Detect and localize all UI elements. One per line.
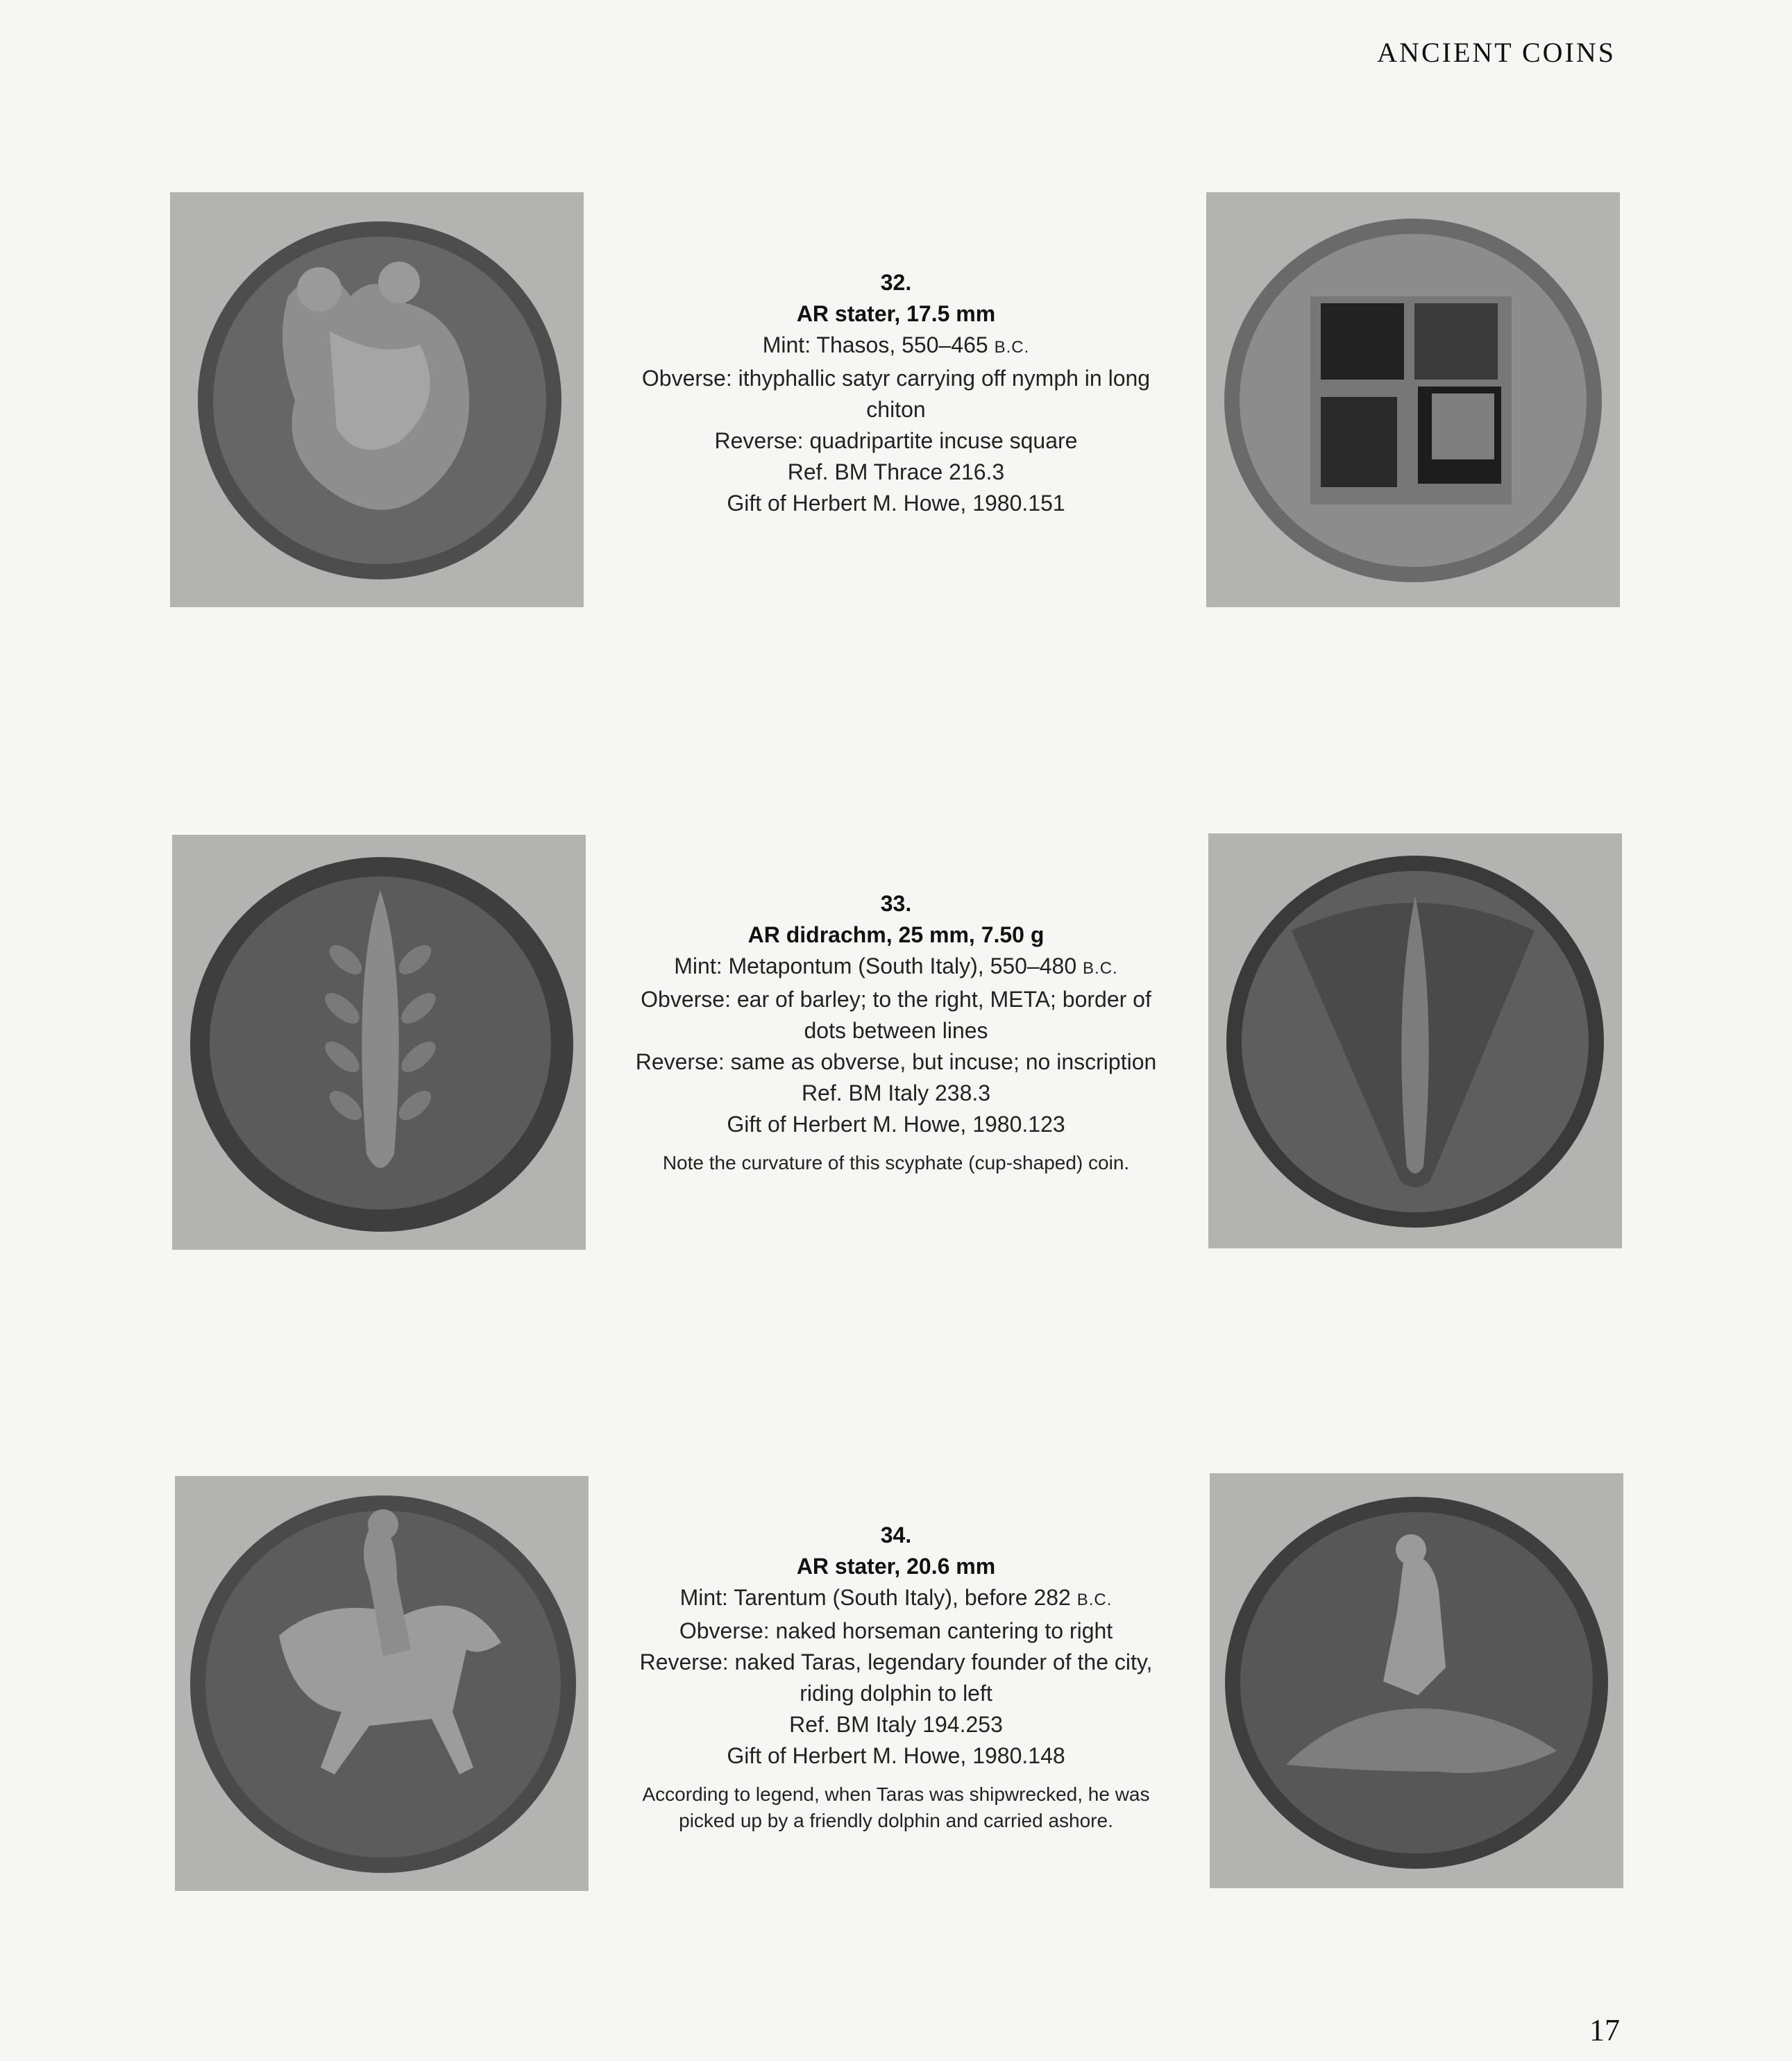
page-number: 17 — [1589, 2013, 1620, 2047]
entry-reverse: Reverse: quadripartite incuse square — [714, 428, 1078, 453]
coin-33-obverse-photo — [172, 835, 586, 1250]
entry-number: 33. — [880, 891, 912, 916]
entry-ref: Ref. BM Italy 194.253 — [789, 1712, 1003, 1737]
entry-obverse: Obverse: ear of barley; to the right, META; border of dots between lines — [641, 987, 1151, 1043]
era-label: B.C. — [1076, 1591, 1113, 1609]
entry-title: AR stater, 20.6 mm — [796, 1554, 996, 1579]
coin-34-obverse-photo — [175, 1476, 589, 1891]
entry-gift: Gift of Herbert M. Howe, 1980.151 — [727, 491, 1065, 516]
coin-34-reverse-photo — [1210, 1473, 1623, 1888]
entry-mint: Mint: Metapontum (South Italy), 550–480 — [674, 953, 1077, 978]
entry-reverse: Reverse: naked Taras, legendary founder of the city, riding dolphin to left — [639, 1649, 1153, 1706]
coin-entry-33 — [625, 888, 1167, 1176]
entry-reverse: Reverse: same as obverse, but incuse; no inscription — [635, 1049, 1157, 1074]
coin-entry-34 — [625, 1520, 1167, 1834]
entry-title: AR stater, 17.5 mm — [796, 301, 996, 326]
era-label: B.C. — [994, 338, 1030, 357]
entry-obverse: Obverse: ithyphallic satyr carrying off nymph in long chiton — [641, 366, 1151, 422]
entry-number: 32. — [880, 270, 912, 295]
entry-mint: Mint: Tarentum (South Italy), before 282 — [679, 1585, 1071, 1610]
entry-mint: Mint: Thasos, 550–465 — [762, 332, 988, 357]
entry-mint-line — [625, 1582, 1167, 1615]
entry-ref: Ref. BM Italy 238.3 — [801, 1080, 991, 1105]
entry-mint-line — [625, 330, 1167, 363]
entry-obverse: Obverse: naked horseman cantering to right — [679, 1618, 1113, 1643]
coin-33-reverse-photo — [1208, 833, 1622, 1248]
entry-note: According to legend, when Taras was shipwrecked, he was picked up by a friendly dolphin and carried ashore. — [642, 1783, 1150, 1831]
coin-32-obverse-photo — [170, 192, 584, 607]
entry-title: AR didrachm, 25 mm, 7.50 g — [747, 922, 1045, 947]
coin-entry-32 — [625, 267, 1167, 519]
entry-note: Note the curvature of this scyphate (cup-shaped) coin. — [662, 1152, 1130, 1173]
running-head: ANCIENT COINS — [1377, 37, 1616, 68]
entry-gift: Gift of Herbert M. Howe, 1980.123 — [727, 1112, 1065, 1137]
entry-mint-line — [625, 951, 1167, 984]
coin-32-reverse-photo — [1206, 192, 1620, 607]
era-label: B.C. — [1083, 959, 1118, 978]
entry-gift: Gift of Herbert M. Howe, 1980.148 — [727, 1743, 1065, 1768]
entry-number: 34. — [880, 1523, 912, 1547]
entry-ref: Ref. BM Thrace 216.3 — [787, 459, 1005, 484]
